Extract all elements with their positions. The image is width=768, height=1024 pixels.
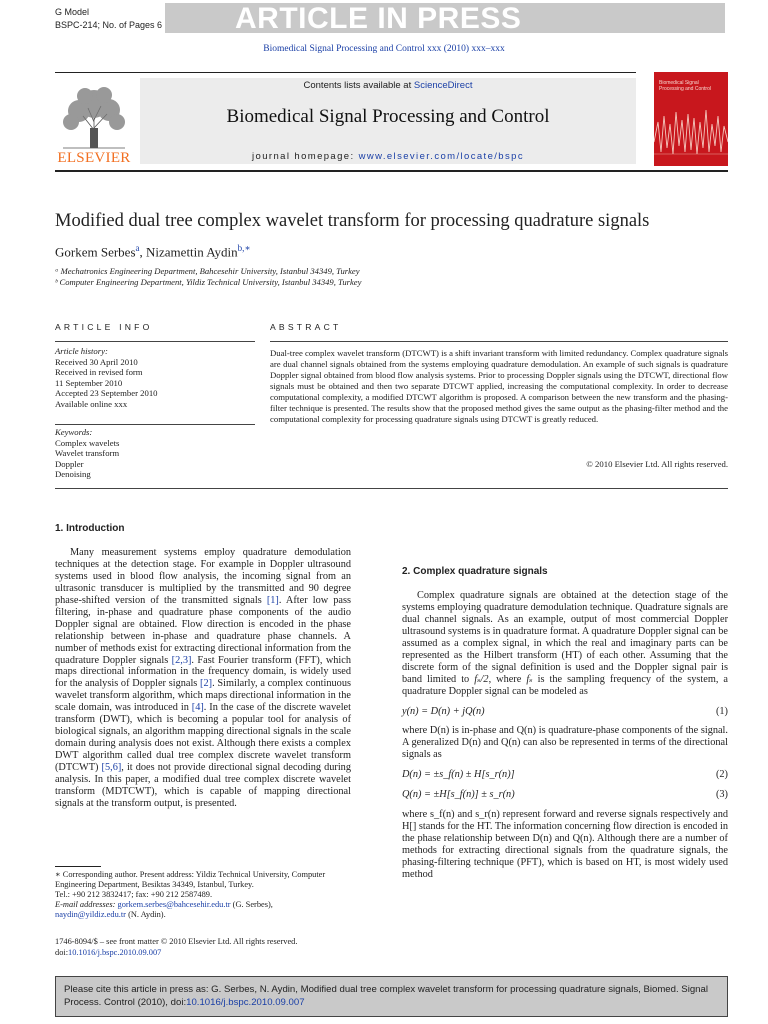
contents-prefix: Contents lists available at	[303, 80, 414, 91]
issn-line: 1746-8094/$ – see front matter © 2010 Elsevier Ltd. All rights reserved.	[55, 937, 298, 946]
copyright-notice: © 2010 Elsevier Ltd. All rights reserved.	[586, 459, 728, 469]
section-2-paragraph: where s_f(n) and s_r(n) represent forward and reverse signals respectively and H[] stands for the HT. The information concerning flow direction is encoded in the phase relationship between D(n) and Q(n). Although there are a number of methods for extracting directional signals from the quadrature signals, the phasing-filtering technique (PFT), which is based on HT, is most widely used method	[402, 809, 728, 881]
issn-doi-block	[55, 936, 297, 958]
keyword: Doppler	[55, 458, 84, 469]
abstract-heading: ABSTRACT	[270, 322, 342, 332]
equation-1-number: (1)	[715, 705, 728, 717]
equation-3-number: (3)	[715, 789, 728, 801]
body-right-column	[402, 566, 728, 881]
section-1-heading: 1. Introduction	[55, 523, 125, 534]
article-in-press-banner	[165, 3, 725, 33]
corresponding-author-note: ∗ Corresponding author. Present address: Yildiz Technical University, Computer Engineering Department, Besiktas 34349, Istanbul, Turkey.	[55, 870, 326, 889]
text-run: , it does not provide directional signal decoding during analysis. In this paper, a modified dual tree complex discrete wavelet transform (MDTCWT), which is capable of mapping directional signals at the transform output, is presented.	[55, 762, 351, 809]
doi-line	[55, 947, 297, 958]
cite-doi-link[interactable]: 10.1016/j.bspc.2010.09.007	[186, 997, 305, 1008]
online-date: Available online xxx	[55, 398, 128, 409]
keyword: Wavelet transform	[55, 448, 120, 459]
math-fs: fₛ	[526, 673, 533, 685]
journal-homepage-line	[140, 151, 636, 162]
intro-paragraph	[55, 547, 351, 810]
author-1-affil-mark[interactable]: a	[135, 243, 140, 253]
equation-2	[402, 769, 728, 781]
email-line-2	[55, 910, 355, 920]
body-left-column	[55, 523, 351, 810]
text-run: Complex quadrature signals are obtained at the detection stage of the systems employing quadrature demodulation technique. Quadrature signals are dual channel signals. As an example, output of most commercial Doppler ultrasound systems is in quadrature format. A quadrature Doppler signal can be assumed as a complex signal, in which the real and imaginary parts can be represented as the Hilbert transform (HT) of each other. Assuming that the discrete form of the signal definition is used and the Doppler signal pair is band limited to	[402, 589, 728, 685]
section-2-heading: 2. Complex quadrature signals	[402, 566, 548, 577]
homepage-prefix: journal homepage:	[252, 151, 359, 162]
affiliation-a: ᵃ Mechatronics Engineering Department, Bahcesehir University, Istanbul 34349, Turkey	[55, 266, 360, 276]
contents-available-line	[140, 80, 636, 91]
elsevier-wordmark: ELSEVIER	[57, 150, 131, 166]
footnote-rule	[55, 866, 101, 867]
masthead-box	[140, 78, 636, 164]
text-run: Many measurement systems employ quadrature demodulation techniques at the detection stage. For example in Doppler ultrasound systems used in blood flow analysis, the incoming signal from an ultrasonic transducer is multiplied by the transmitted and 90 degree phase-shifted version of the transmitted signals	[55, 546, 351, 606]
doi-label: doi:	[55, 948, 69, 957]
paper-title: Modified dual tree complex wavelet transform for processing quadrature signals	[55, 211, 650, 231]
text-run: . Fast Fourier transform (FFT), which maps directional information in the frequency domain, is widely used for the analysis of Doppler signals	[55, 654, 351, 690]
citation-link[interactable]: [5,6]	[101, 762, 122, 774]
abstract-rule	[270, 341, 728, 342]
section-2-paragraph: where D(n) is in-phase and Q(n) is quadrature-phase components of the signal. A generalized D(n) and Q(n) can also be represented in terms of the directional signals as	[402, 725, 728, 761]
manuscript-pages: BSPC-214; No. of Pages 6	[55, 20, 163, 30]
cite-this-article-box	[55, 976, 728, 1017]
equation-1	[402, 706, 728, 718]
masthead-bottom-rule	[55, 170, 728, 172]
phone-fax: Tel.: +90 212 3832417; fax: +90 212 2587489.	[55, 890, 213, 899]
text-run: , where	[488, 673, 527, 685]
cover-waveform-graphic	[654, 102, 728, 166]
equation-1-body: y(n) = D(n) + jQ(n)	[402, 705, 485, 717]
citation-link[interactable]: [2,3]	[171, 654, 192, 666]
abstract-text: Dual-tree complex wavelet transform (DTCWT) is a shift invariant transform with limited redundancy. Complex quadrature signals are dual channel signals obtained from the systems employing quadrature demodulation. An example of such signals is quadrature Doppler signal obtained from blood flow analysis systems. Prior to processing Doppler signals using the DTCWT, directional flow signals must be obtained and then two separate DTCWT applied, increasing the computational complexity. In order to decrease computational complexity, a modified DTCWT algorithm is proposed. A comparison between the new transform and the phasing-filter technique is presented. The results show that the proposed method gives the same output as the phasing-filter method and the computational complexity for processing quadrature signals using DTCWT is greatly reduced.	[270, 348, 728, 425]
keywords-block	[55, 427, 119, 480]
cover-title: Biomedical Signal Processing and Control	[659, 80, 711, 92]
footnotes	[55, 870, 355, 920]
abstract-bottom-rule	[55, 488, 728, 489]
equation-3	[402, 789, 728, 801]
article-info-heading: ARTICLE INFO	[55, 322, 153, 332]
keyword: Denoising	[55, 469, 91, 480]
email-line	[55, 900, 355, 910]
history-label: Article history:	[55, 346, 108, 356]
equation-3-body: Q(n) = ±H[s_f(n)] ± s_r(n)	[402, 789, 515, 801]
keywords-rule	[55, 424, 255, 425]
revised-date: 11 September 2010	[55, 377, 123, 388]
text-run: is the sampling frequency of the system, a quadrature Doppler signal can be modeled as	[402, 673, 728, 697]
manuscript-info	[55, 6, 162, 32]
journal-cover-image	[654, 72, 728, 166]
author-2: Nizamettin Aydin	[146, 244, 238, 260]
email-1-owner: (G. Serbes),	[230, 900, 273, 909]
text-run: . In the case of the discrete wavelet transform (DWT), which is becoming a popular tool for analysis of biological signals, an algorithm mapping directional signals in the scale domain during analysis does not exist. Although there exists a complex DWT algorithm called dual tree complex discrete wavelet transform (DTCWT)	[55, 702, 351, 774]
keywords-label: Keywords:	[55, 427, 93, 437]
email-2-owner: (N. Aydin).	[125, 910, 166, 919]
affiliation-b: ᵇ Computer Engineering Department, Yildiz Technical University, Istanbul 34349, Turkey	[55, 277, 362, 287]
sciencedirect-link[interactable]: ScienceDirect	[413, 80, 473, 91]
received-date: Received 30 April 2010	[55, 356, 138, 367]
banner-text: ARTICLE IN PRESS	[235, 2, 522, 35]
section-2-paragraph	[402, 590, 728, 698]
article-info-rule	[55, 341, 255, 342]
citation-link[interactable]: [1]	[266, 594, 279, 606]
author-1: Gorkem Serbes	[55, 244, 136, 260]
revised-label: Received in revised form	[55, 367, 143, 378]
equation-2-number: (2)	[715, 769, 728, 781]
citation-link[interactable]: [2]	[200, 678, 213, 690]
author-list: Gorkem Serbes$^a$, Nizamettin Aydin$^{b,∗}$	[55, 243, 251, 260]
citation-link[interactable]: [4]	[191, 702, 204, 714]
email-link-2[interactable]: naydin@yildiz.edu.tr	[55, 910, 126, 919]
text-run: . Similarly, a complex continuous wavelet transform algorithm, which maps directional information in the scale domain, was introduced in	[55, 678, 351, 714]
cite-text: Please cite this article in press as: G. Serbes, N. Aydin, Modified dual tree complex wavelet transform for processing quadrature signals, Biomed. Signal Process. Control (2010), doi:	[64, 984, 708, 1008]
equation-2-body: D(n) = ±s_f(n) ± H[s_r(n)]	[402, 769, 515, 781]
math-fs-half: fₛ/2	[474, 673, 489, 685]
accepted-date: Accepted 23 September 2010	[55, 388, 158, 399]
text-run: . After low pass filtering, in-phase and quadrature phase components of the audio Doppler signal are obtained. Flow direction is encoded in the phase relationship between in-phase and quadrature phase channels. A number of methods exist for extracting directional information from the quadrature Doppler signals	[55, 594, 351, 666]
article-history	[55, 346, 158, 410]
doi-link[interactable]: 10.1016/j.bspc.2010.09.007	[68, 948, 162, 957]
gmodel-label: G Model	[55, 7, 90, 17]
affiliations	[55, 266, 361, 288]
email-label: E-mail addresses:	[55, 900, 118, 909]
homepage-link[interactable]: www.elsevier.com/locate/bspc	[358, 151, 524, 162]
keyword: Complex wavelets	[55, 437, 120, 448]
author-2-affil-mark[interactable]: b,∗	[237, 243, 251, 253]
journal-citation-line[interactable]: Biomedical Signal Processing and Control xxx (2010) xxx–xxx	[263, 44, 505, 54]
journal-title: Biomedical Signal Processing and Control	[226, 106, 550, 127]
email-link-1[interactable]: gorkem.serbes@bahcesehir.edu.tr	[117, 900, 231, 909]
masthead-top-rule	[55, 72, 636, 73]
